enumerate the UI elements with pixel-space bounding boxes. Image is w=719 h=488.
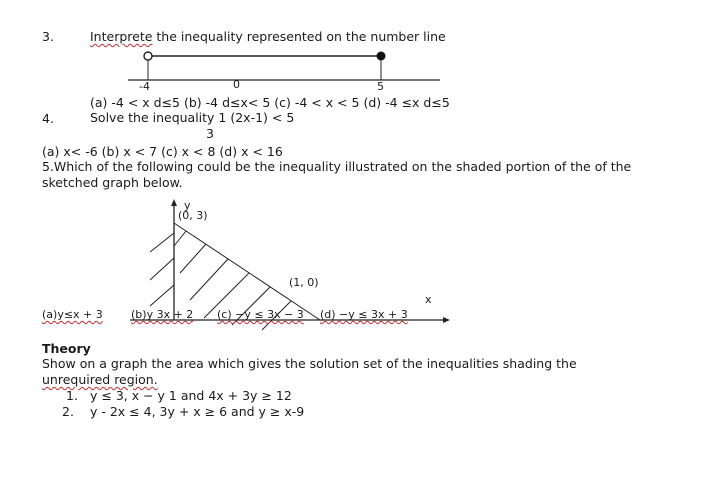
number-line (128, 52, 440, 81)
theory-line1: Show on a graph the area which gives the solution set of the inequalities shading the (42, 356, 577, 371)
q5-question-line2: sketched graph below. (42, 175, 183, 190)
q3-number: 3. (42, 29, 54, 44)
theory-line2: unrequired region. (42, 372, 158, 387)
q5-option-a: (a)y≤x + 3 (42, 308, 103, 321)
graph-y-label: y (184, 199, 191, 212)
open-endpoint (144, 52, 152, 60)
graph-point-b: (1, 0) (289, 276, 319, 289)
theory-item1-number: 1. (66, 388, 78, 403)
theory-item1: y ≤ 3, x − y 1 and 4x + 3y ≥ 12 (90, 388, 292, 403)
tick-label-zero: 0 (233, 78, 240, 91)
theory-item2: y - 2x ≤ 4, 3y + x ≥ 6 and y ≥ x-9 (90, 404, 305, 419)
q3-options: (a) -4 < x d≤5 (b) -4 d≤x< 5 (c) -4 < x < 5 (d) -4 ≤x d≤5 (90, 95, 450, 110)
theory-item2-number: 2. (62, 404, 74, 419)
q4-options: (a) x< -6 (b) x < 7 (c) x < 8 (d) x < 16 (42, 144, 283, 159)
q4-question: Solve the inequality 1 (2x-1) < 5 (90, 110, 295, 125)
graph-x-label: x (425, 293, 432, 306)
closed-endpoint (377, 52, 386, 61)
boundary-line (174, 223, 320, 320)
q4-denominator: 3 (206, 126, 214, 141)
x-axis-arrow (443, 317, 450, 323)
q5-question-line1: 5.Which of the following could be the inequality illustrated on the shaded portion of the of the (42, 159, 632, 174)
tick-label-left: -4 (139, 80, 150, 93)
tick-label-right: 5 (377, 80, 384, 93)
graph-point-a: (0, 3) (178, 209, 208, 222)
theory-heading: Theory (42, 341, 91, 356)
q5-option-c: (c) −y ≤ 3x − 3 (217, 308, 304, 321)
q5-option-d: (d) −y ≤ 3x + 3 (320, 308, 408, 321)
y-axis-arrow (171, 199, 177, 206)
q3-keyword: Interprete (90, 29, 153, 44)
q3-question-text: the inequality represented on the number line (156, 29, 446, 44)
q4-number: 4. (42, 111, 54, 126)
q5-option-b: (b)y 3x + 2 (131, 308, 194, 321)
